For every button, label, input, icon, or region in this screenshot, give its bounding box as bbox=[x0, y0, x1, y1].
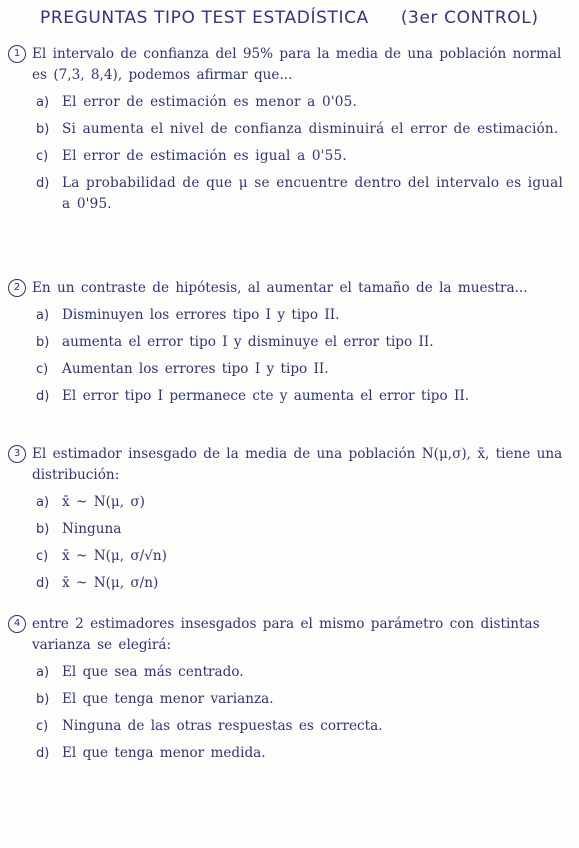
option-d bbox=[36, 173, 574, 215]
page-title bbox=[40, 8, 560, 28]
question-stem: El intervalo de confianza del 95% para la media de una población normal es (7,3, 8,4), podemos afirmar que... bbox=[32, 46, 562, 83]
option-d bbox=[36, 573, 574, 594]
option-text: El error de estimación es igual a 0'55. bbox=[62, 148, 347, 164]
question-stem: En un contraste de hipótesis, al aumentar el tamaño de la muestra... bbox=[32, 280, 528, 296]
option-letter: a) bbox=[36, 308, 50, 323]
option-letter: b) bbox=[36, 692, 50, 707]
question-number-badge: 1 bbox=[8, 45, 26, 63]
option-text: El que tenga menor medida. bbox=[62, 745, 266, 761]
question-3 bbox=[8, 444, 574, 594]
option-a bbox=[36, 305, 574, 326]
option-letter: c) bbox=[36, 719, 49, 734]
option-text: El error tipo I permanece cte y aumenta el error tipo II. bbox=[62, 388, 470, 404]
question-4 bbox=[8, 614, 574, 764]
question-stem: entre 2 estimadores insesgados para el mismo parámetro con distintas varianza se elegirá: bbox=[32, 616, 540, 653]
option-b bbox=[36, 519, 574, 540]
question-number-badge: 3 bbox=[8, 445, 26, 463]
option-c bbox=[36, 546, 574, 567]
option-c bbox=[36, 359, 574, 380]
option-letter: b) bbox=[36, 522, 50, 537]
option-d bbox=[36, 743, 574, 764]
option-a bbox=[36, 492, 574, 513]
option-text: Ninguna de las otras respuestas es correcta. bbox=[62, 718, 383, 734]
option-letter: d) bbox=[36, 576, 50, 591]
option-b bbox=[36, 332, 574, 353]
title-text: PREGUNTAS TIPO TEST ESTADÍSTICA bbox=[40, 8, 369, 28]
option-d bbox=[36, 386, 574, 407]
question-header bbox=[8, 444, 574, 486]
option-text: El que sea más centrado. bbox=[62, 664, 244, 680]
question-number-badge: 4 bbox=[8, 615, 26, 633]
question-header bbox=[8, 614, 574, 656]
option-letter: a) bbox=[36, 95, 50, 110]
option-letter: b) bbox=[36, 122, 50, 137]
option-letter: c) bbox=[36, 362, 49, 377]
option-text: aumenta el error tipo I y disminuye el error tipo II. bbox=[62, 334, 434, 350]
option-letter: d) bbox=[36, 176, 50, 191]
question-header bbox=[8, 44, 574, 86]
option-letter: a) bbox=[36, 495, 50, 510]
option-text: x̄ ~ N(μ, σ) bbox=[62, 494, 145, 510]
question-header bbox=[8, 278, 574, 299]
option-c bbox=[36, 716, 574, 737]
option-b bbox=[36, 689, 574, 710]
option-letter: b) bbox=[36, 335, 50, 350]
option-b bbox=[36, 119, 574, 140]
option-letter: d) bbox=[36, 746, 50, 761]
option-a bbox=[36, 662, 574, 683]
option-text: El que tenga menor varianza. bbox=[62, 691, 274, 707]
option-letter: a) bbox=[36, 665, 50, 680]
question-number-badge: 2 bbox=[8, 279, 26, 297]
option-text: x̄ ~ N(μ, σ/n) bbox=[62, 575, 159, 591]
option-letter: c) bbox=[36, 549, 49, 564]
option-a bbox=[36, 92, 574, 113]
option-text: Si aumenta el nivel de confianza disminuirá el error de estimación. bbox=[62, 121, 559, 137]
question-stem: El estimador insesgado de la media de una población N(μ,σ), x̄, tiene una distribución: bbox=[32, 446, 563, 483]
option-letter: d) bbox=[36, 389, 50, 404]
option-text: Ninguna bbox=[62, 521, 122, 537]
option-text: Disminuyen los errores tipo I y tipo II. bbox=[62, 307, 340, 323]
title-control: (3er CONTROL) bbox=[400, 8, 539, 28]
option-c bbox=[36, 146, 574, 167]
option-text: La probabilidad de que μ se encuentre dentro del intervalo es igual a 0'95. bbox=[62, 175, 564, 212]
option-letter: c) bbox=[36, 149, 49, 164]
question-1 bbox=[8, 44, 574, 215]
option-text: Aumentan los errores tipo I y tipo II. bbox=[62, 361, 329, 377]
question-2 bbox=[8, 278, 574, 407]
option-text: x̄ ~ N(μ, σ/√n) bbox=[62, 548, 167, 564]
option-text: El error de estimación es menor a 0'05. bbox=[62, 94, 358, 110]
